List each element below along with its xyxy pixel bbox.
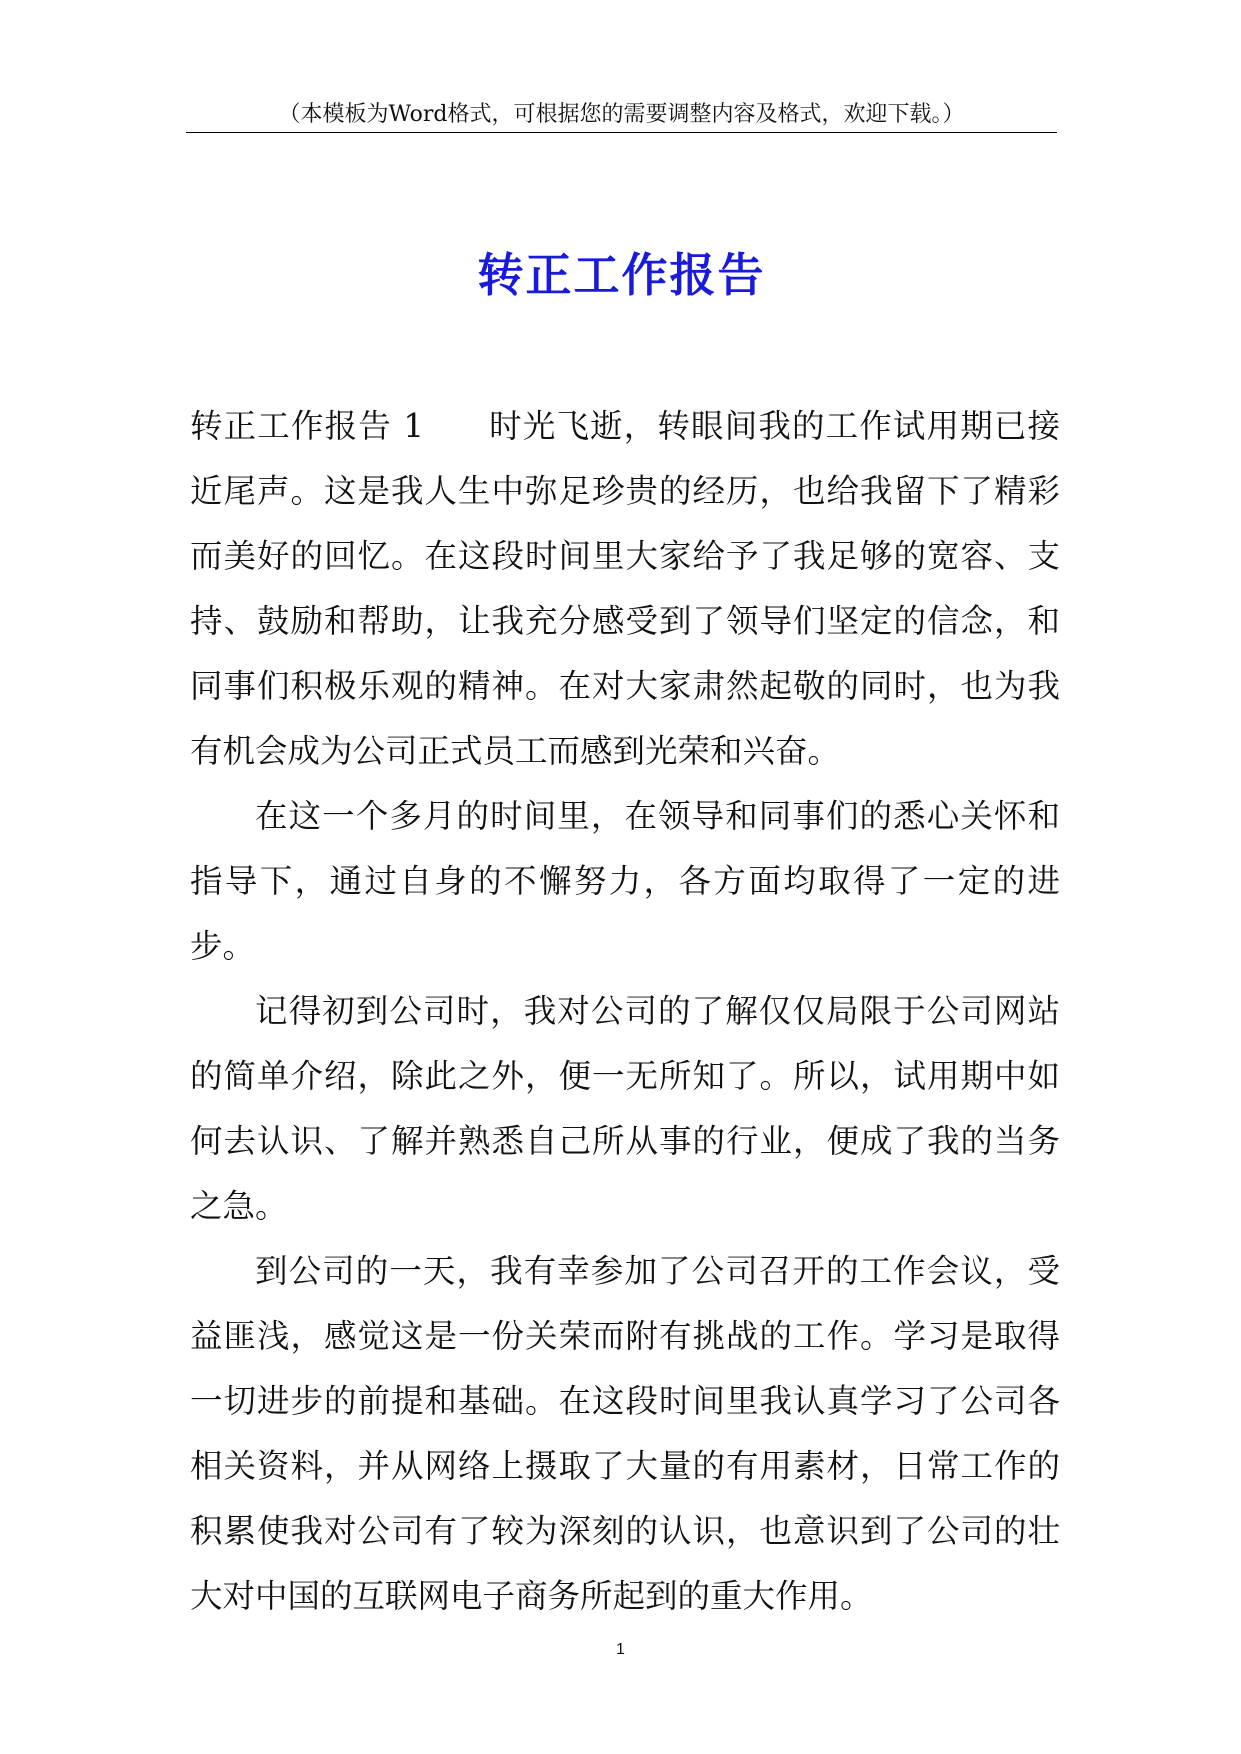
section-heading: 转正工作报告 1 (190, 407, 425, 445)
page-header-note: （本模板为Word格式，可根据您的需要调整内容及格式，欢迎下载。） (278, 102, 965, 127)
paragraph-1 (190, 394, 1060, 784)
document-body (190, 394, 1060, 1629)
header-divider (186, 132, 1057, 133)
paragraph-3: 记得初到公司时，我对公司的了解仅仅局限于公司网站的简单介绍，除此之外，便一无所知了。所以，试用期中如何去认识、了解并熟悉自己所从事的行业，便成了我的当务之急。 (190, 992, 1060, 1225)
page-number: 1 (616, 1641, 625, 1658)
document-title: 转正工作报告 (477, 247, 766, 302)
paragraph-2: 在这一个多月的时间里，在领导和同事们的悉心关怀和指导下，通过自身的不懈努力，各方面均取得了一定的进步。 (190, 797, 1060, 965)
paragraph-4: 到公司的一天，我有幸参加了公司召开的工作会议，受益匪浅，感觉这是一份关荣而附有挑战的工作。学习是取得一切进步的前提和基础。在这段时间里我认真学习了公司各相关资料，并从网络上摄取了大量的有用素材，日常工作的积累使我对公司有了较为深刻的认识，也意识到了公司的壮大对中国的互联网电子商务所起到的重大作用。 (190, 1252, 1060, 1615)
paragraph-1-text: 时光飞逝，转眼间我的工作试用期已接近尾声。这是我人生中弥足珍贵的经历，也给我留下了精彩而美好的回忆。在这段时间里大家给予了我足够的宽容、支持、鼓励和帮助，让我充分感受到了领导们坚定的信念，和同事们积极乐观的精神。在对大家肃然起敬的同时，也为我有机会成为公司正式员工而感到光荣和兴奋。 (190, 407, 1060, 770)
